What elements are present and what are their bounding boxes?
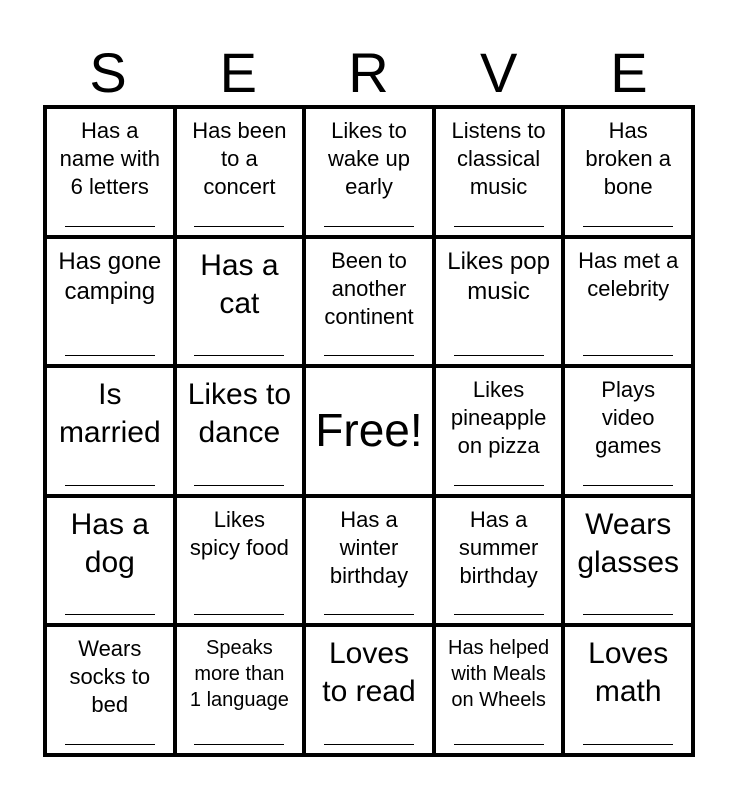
bingo-cell[interactable] (434, 237, 564, 367)
name-blank-line (454, 226, 544, 227)
header-letter-5: E (610, 41, 648, 104)
cell-prompt: Has a dog (70, 507, 149, 579)
name-blank-line (324, 355, 414, 356)
free-space-cell[interactable] (304, 366, 434, 496)
cell-prompt: Likes pop music (447, 247, 550, 305)
name-blank-line (583, 226, 673, 227)
name-blank-line (65, 226, 155, 227)
cell-prompt: Has a cat (200, 248, 279, 320)
name-blank-line (324, 226, 414, 227)
bingo-cell[interactable] (45, 366, 175, 496)
name-blank-line (194, 614, 284, 615)
bingo-cell[interactable] (175, 625, 305, 755)
name-blank-line (194, 355, 284, 356)
header-letter-4: V (480, 41, 518, 104)
name-blank-line (65, 614, 155, 615)
cell-prompt: Loves math (588, 637, 669, 709)
bingo-cell[interactable] (175, 366, 305, 496)
bingo-cell[interactable] (45, 237, 175, 367)
bingo-card-grid (43, 105, 695, 757)
bingo-cell[interactable] (175, 107, 305, 237)
name-blank-line (194, 485, 284, 486)
cell-prompt: Speaks more than 1 language (189, 637, 289, 712)
name-blank-line (324, 744, 414, 745)
bingo-header (43, 41, 694, 104)
cell-prompt: Has helped with Meals on Wheels (448, 637, 550, 712)
name-blank-line (583, 355, 673, 356)
bingo-cell[interactable] (304, 107, 434, 237)
cell-prompt: Wears socks to bed (69, 636, 151, 718)
cell-prompt: Likes to wake up early (328, 118, 410, 199)
name-blank-line (454, 744, 544, 745)
bingo-cell[interactable] (304, 237, 434, 367)
name-blank-line (454, 355, 544, 356)
name-blank-line (65, 355, 155, 356)
name-blank-line (65, 744, 155, 745)
cell-prompt: Has met a celebrity (578, 247, 679, 301)
bingo-cell[interactable] (563, 496, 693, 626)
cell-prompt: Is married (58, 378, 161, 450)
name-blank-line (65, 485, 155, 486)
cell-prompt: Plays video games (595, 377, 662, 459)
bingo-cell[interactable] (175, 496, 305, 626)
name-blank-line (324, 614, 414, 615)
cell-prompt: Has a winter birthday (329, 506, 409, 588)
name-blank-line (583, 614, 673, 615)
cell-prompt: Likes to dance (187, 378, 292, 450)
bingo-cell[interactable] (434, 366, 564, 496)
cell-prompt: Listens to classical music (451, 118, 546, 199)
cell-prompt: Been to another continent (324, 247, 414, 329)
bingo-cell[interactable] (175, 237, 305, 367)
bingo-cell[interactable] (434, 107, 564, 237)
bingo-cell[interactable] (563, 366, 693, 496)
bingo-cell[interactable] (563, 237, 693, 367)
header-letter-2: E (219, 41, 257, 104)
cell-prompt: Has been to a concert (192, 118, 287, 199)
cell-prompt: Has a name with 6 letters (59, 118, 160, 199)
cell-prompt: Likes spicy food (189, 506, 289, 560)
name-blank-line (194, 226, 284, 227)
bingo-cell[interactable] (45, 625, 175, 755)
bingo-cell[interactable] (304, 625, 434, 755)
cell-prompt: Likes pineapple on pizza (450, 377, 547, 459)
header-letter-3: R (348, 41, 389, 104)
header-letter-1: S (89, 41, 127, 104)
bingo-cell[interactable] (434, 625, 564, 755)
name-blank-line (454, 485, 544, 486)
name-blank-line (583, 744, 673, 745)
bingo-cell[interactable] (45, 496, 175, 626)
bingo-cell[interactable] (304, 496, 434, 626)
cell-prompt: Has broken a bone (585, 118, 671, 199)
cell-prompt: Free! (315, 404, 423, 457)
bingo-cell[interactable] (45, 107, 175, 237)
cell-prompt: Has a summer birthday (458, 506, 539, 588)
cell-prompt: Wears glasses (577, 507, 680, 579)
name-blank-line (583, 485, 673, 486)
name-blank-line (454, 614, 544, 615)
cell-prompt: Has gone camping (58, 247, 162, 305)
bingo-cell[interactable] (563, 107, 693, 237)
cell-prompt: Loves to read (322, 637, 416, 709)
bingo-cell[interactable] (434, 496, 564, 626)
name-blank-line (194, 744, 284, 745)
bingo-cell[interactable] (563, 625, 693, 755)
